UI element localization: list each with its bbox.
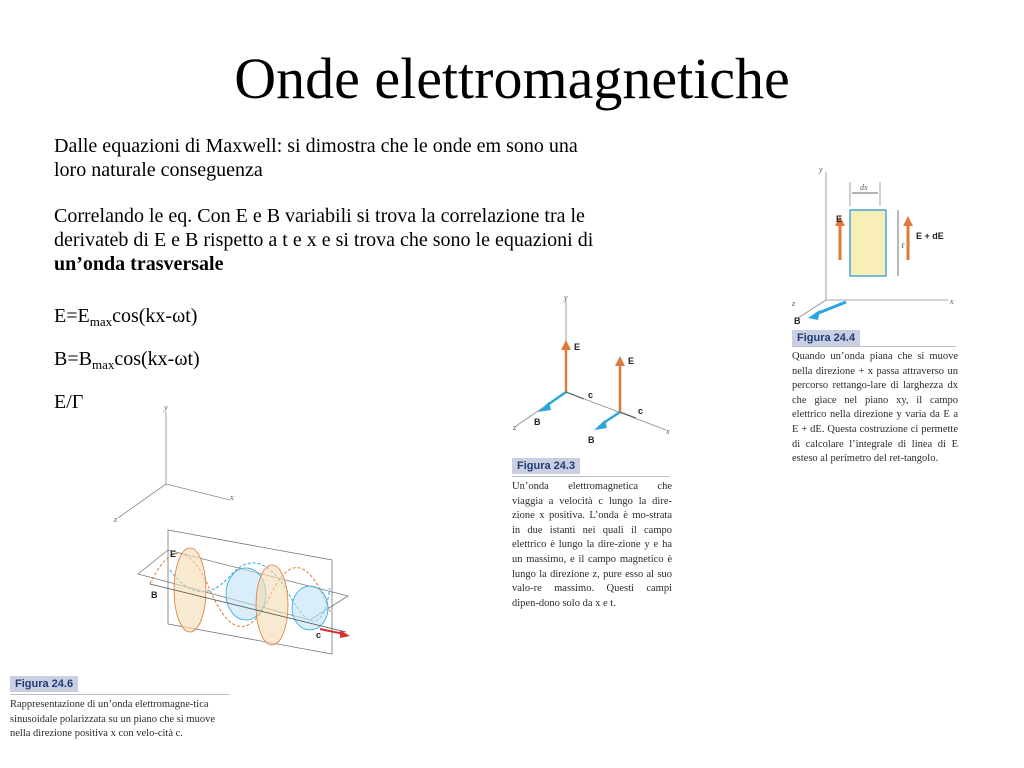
b-field-arrowhead-2	[594, 420, 607, 430]
c-label-1: c	[588, 390, 594, 400]
e-plus-de-arrowhead	[903, 216, 913, 226]
b-label: B	[794, 316, 801, 326]
e-label: E	[170, 549, 177, 559]
length-label: ℓ	[901, 241, 905, 250]
paragraph-transverse-wave	[54, 204, 624, 276]
e-label-1: E	[574, 342, 581, 352]
equation-subscript: max	[89, 314, 113, 329]
e-field-arrowhead-2	[615, 356, 625, 366]
velocity-arrow-2	[620, 412, 636, 418]
equation-magnetic-field	[54, 347, 200, 371]
caption-divider	[792, 346, 956, 347]
rectangular-path	[850, 210, 886, 276]
figure-24-4-caption: Quando un’onda piana che si muove nella direzione + x passa attraverso un percorso rettango-lare di larghezza dx che giace nel piano xy, il campo elettrico nella direzione y varia da E a E + dE. Questa costruzione ci permette di calcolare l’integrale di linea di E esteso al perimetro del ret-tangolo.	[792, 351, 958, 465]
e-plus-de-label: E + dE	[916, 231, 944, 241]
e-label-2: E	[628, 356, 635, 366]
equation-subscript: max	[91, 357, 115, 372]
figure-24-6-label: Figura 24.6	[10, 676, 78, 692]
equation-ratio-truncated: E/Γ	[54, 391, 84, 413]
y-axis-label: y	[564, 293, 568, 302]
figure-24-6-diagram	[10, 400, 350, 670]
equation-rhs: cos(kx-ωt)	[114, 348, 200, 370]
velocity-arrowhead	[340, 630, 350, 638]
y-axis-label: y	[819, 165, 823, 174]
figure-24-3	[508, 292, 674, 622]
x-axis-label: x	[230, 493, 234, 502]
slide-title: Onde elettromagnetiche	[234, 46, 790, 111]
figure-24-4-label: Figura 24.4	[792, 330, 860, 346]
c-label: c	[316, 630, 322, 640]
b-field-arrowhead	[808, 310, 820, 320]
equation-rhs: cos(kx-ωt)	[112, 305, 198, 327]
velocity-arrow-1	[566, 392, 584, 399]
figure-24-4-diagram	[766, 160, 960, 328]
figure-24-6-caption: Rappresentazione di un’onda elettromagne-tica sinusoidale polarizzata su un piano che si muove nella direzione positiva x con velo-cità c.	[10, 699, 215, 740]
figure-24-4	[766, 160, 960, 500]
z-axis-label: z	[114, 515, 118, 524]
figure-24-3-caption: Un’onda elettromagnetica che viaggia a velocità c lungo la dire-zione x positiva. L’onda è mo-strata in due istanti nei quali il campo elettrico è lungo la dire-zione y e ha un massimo, e il campo magnetico è lungo la direzione z, pure esso al suo valo-re massimo. Questi campi dipen-dono solo da x e t.	[512, 481, 672, 609]
c-label-2: c	[638, 406, 644, 416]
b-label-1: B	[534, 417, 541, 427]
e-label: E	[836, 214, 843, 224]
dx-label: dx	[860, 183, 868, 192]
x-axis-label: x	[950, 297, 954, 306]
z-axis-label: z	[513, 423, 517, 432]
equation-electric-field	[54, 304, 197, 328]
caption-divider	[10, 694, 230, 695]
figure-24-6	[10, 400, 350, 762]
z-axis-label: z	[792, 299, 796, 308]
x-axis-label: x	[666, 427, 670, 436]
e-lobe-1	[174, 548, 206, 632]
figure-24-3-label: Figura 24.3	[512, 458, 580, 474]
y-axis-label: y	[164, 403, 168, 412]
b-label: B	[151, 590, 158, 600]
b-label-2: B	[588, 435, 595, 445]
e-lobe-2	[256, 565, 288, 645]
equation-lhs: E=E	[54, 305, 90, 327]
equation-lhs: B=B	[54, 348, 92, 370]
figure-24-3-diagram	[508, 292, 674, 452]
paragraph-text: Correlando le eq. Con E e B variabili si trova la correlazione tra le derivateb di E e B rispetto a t e x e si trova che sono le equazioni di	[54, 205, 594, 251]
paragraph-maxwell: Dalle equazioni di Maxwell: si dimostra che le onde em sono una loro naturale conseguenza	[54, 135, 578, 181]
transverse-wave-emphasis: un’onda trasversale	[54, 253, 224, 275]
b-field-arrowhead-1	[538, 402, 551, 412]
caption-divider	[512, 476, 670, 477]
e-field-arrowhead-1	[561, 340, 571, 350]
